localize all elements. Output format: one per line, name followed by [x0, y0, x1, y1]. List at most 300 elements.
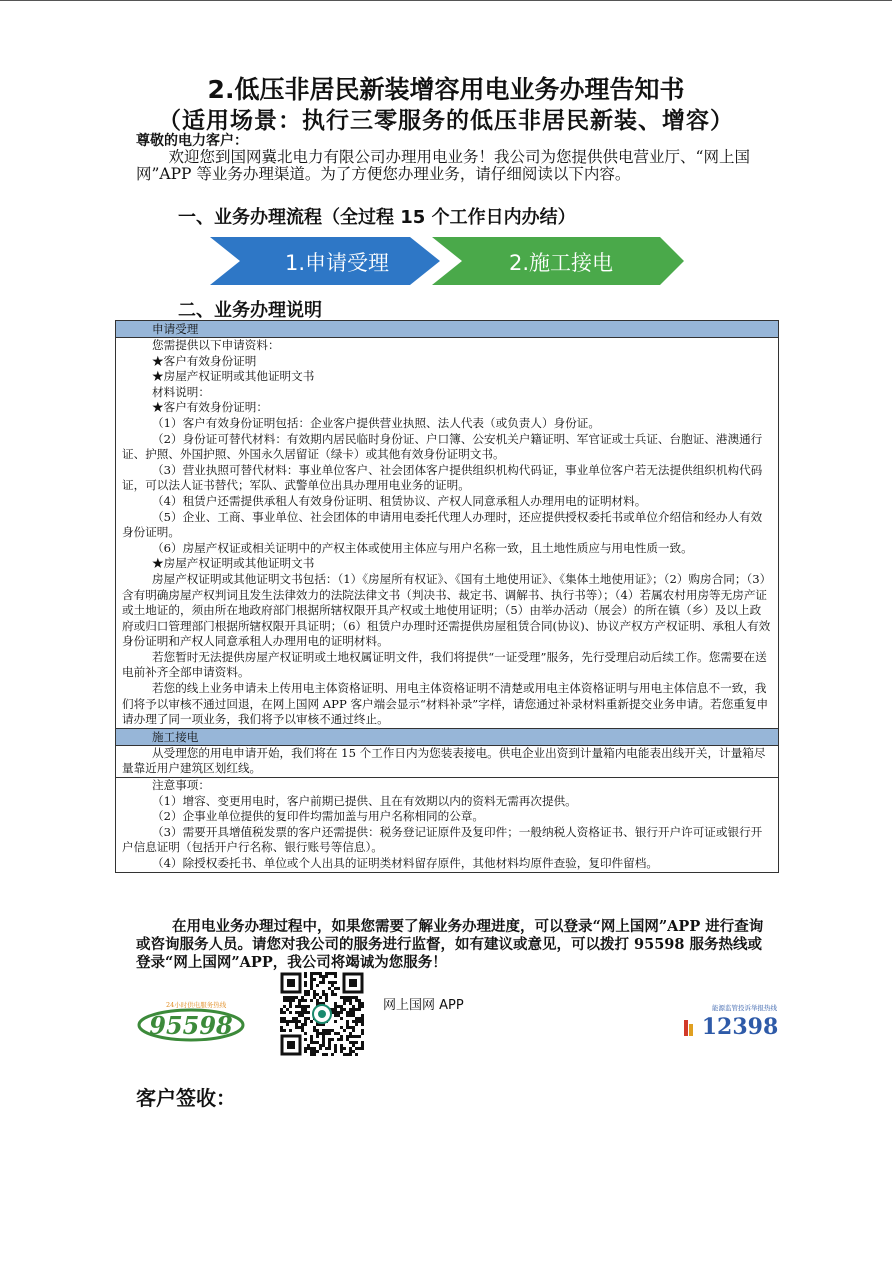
qr-module	[346, 1026, 349, 1029]
qr-module	[295, 1017, 298, 1020]
qr-module	[319, 996, 322, 999]
qr-module	[301, 1014, 304, 1017]
list-item: 房屋产权证明或其他证明文书包括：（1）《房屋所有权证》、《国有土地使用证》、《集体土地使用证》；（2）购房合同；（3）含有明确房屋产权判词且发生法律效力的法院法律文书（判决书、裁定书、调解书、执行书等）；（4）若属农村用房等无房产证或土地证的，须由所在地政府部门根据所辖权限开具产权或土地使用证明；（5）由举办活动（展会）的所在镇（乡）及以上政府或归口管理部门根据所辖权限开具证明；（6）租赁户办理时还需提供房屋租赁合同(协议)、协议产权方产权证明、承租人有效身份证明和产权人同意承租人办理用电的证明材料。	[122, 571, 772, 649]
qr-module	[361, 1005, 364, 1008]
qr-finder-bl-core	[287, 1041, 295, 1049]
qr-module	[334, 1050, 337, 1053]
qr-module	[334, 1032, 337, 1035]
qr-module	[283, 1011, 286, 1014]
qr-module	[343, 996, 346, 999]
qr-module	[310, 1047, 313, 1050]
qr-module	[331, 984, 334, 987]
qr-module	[352, 1005, 355, 1008]
qr-module	[328, 1047, 331, 1050]
qr-module	[292, 1020, 295, 1023]
qr-module	[343, 1047, 346, 1050]
qr-module	[334, 1002, 337, 1005]
qr-module	[316, 1041, 319, 1044]
qr-module	[352, 1044, 355, 1047]
qr-module	[289, 1002, 292, 1005]
qr-module	[349, 1026, 352, 1029]
list-item: （6）房屋产权证或相关证明中的产权主体或使用主体应与用户名称一致，且土地性质应与用电性质一致。	[152, 540, 693, 555]
qr-module	[310, 1041, 313, 1044]
qr-module	[319, 1044, 322, 1047]
qr-module	[304, 984, 307, 987]
qr-module	[346, 1014, 349, 1017]
flow-step-1-label: 1.申请受理	[284, 251, 390, 275]
table-header-installation: 施工接电	[116, 728, 778, 746]
qr-module	[322, 1041, 325, 1044]
qr-module	[280, 1017, 283, 1020]
qr-module	[295, 1020, 298, 1023]
qr-module	[334, 1014, 337, 1017]
process-flow-diagram	[210, 237, 690, 285]
qr-module	[361, 1044, 364, 1047]
qr-module	[358, 1047, 361, 1050]
qr-module	[361, 1023, 364, 1026]
qr-module	[334, 987, 337, 990]
list-item: 若您的线上业务申请未上传用电主体资格证明、用电主体资格证明不清楚或用电主体资格证明与用电主体信息不一致，我们将予以审核不通过回退，在网上国网 APP 客户端会显示“材料补录”字样，请您通过补录材料重新提交业务申请。若您重复申请办理了同一项业务，我们将予以审核不通过终止。	[122, 681, 769, 727]
qr-module	[310, 975, 313, 978]
qr-module	[307, 1017, 310, 1020]
list-item: ★客户有效身份证明：	[152, 400, 268, 415]
qr-module	[319, 981, 322, 984]
qr-module	[358, 999, 361, 1002]
hotline-tagline: 24小时供电服务热线	[166, 1001, 227, 1009]
qr-module	[355, 1035, 358, 1038]
qr-module	[328, 972, 331, 975]
qr-module	[283, 1020, 286, 1023]
qr-module	[301, 996, 304, 999]
qr-module	[346, 996, 349, 999]
list-item: ★客户有效身份证明	[152, 353, 257, 368]
application-content	[116, 338, 778, 728]
list-item: 若您暂时无法提供房屋产权证明或土地权属证明文件，我们将提供“一证受理”服务，先行受理启动后续工作。您需要在送电前补齐全部申请资料。	[122, 649, 767, 680]
qr-module	[343, 1002, 346, 1005]
qr-module	[328, 981, 331, 984]
qr-module	[349, 1032, 352, 1035]
intro-text: 欢迎您到国网冀北电力有限公司办理用电业务！我公司为您提供供电营业厅、“网上国网”APP 等业务办理渠道。为了方便您办理业务，请仔细阅读以下内容。	[136, 148, 750, 183]
qr-module	[322, 1032, 325, 1035]
qr-module	[313, 1029, 316, 1032]
qr-module	[289, 996, 292, 999]
qr-module	[340, 1005, 343, 1008]
qr-module	[313, 1050, 316, 1053]
qr-module	[316, 1050, 319, 1053]
qr-module	[319, 1047, 322, 1050]
qr-module	[352, 1011, 355, 1014]
qr-module	[322, 975, 325, 978]
qr-module	[349, 1002, 352, 1005]
qr-module	[298, 1011, 301, 1014]
qr-module	[361, 1017, 364, 1020]
qr-module	[340, 1047, 343, 1050]
qr-module	[352, 1041, 355, 1044]
qr-module	[280, 1026, 283, 1029]
qr-module	[298, 999, 301, 1002]
qr-module	[295, 1011, 298, 1014]
qr-module	[304, 1032, 307, 1035]
qr-module	[355, 996, 358, 999]
qr-module	[349, 1035, 352, 1038]
qr-module	[301, 1008, 304, 1011]
qr-module	[337, 1005, 340, 1008]
qr-module	[328, 1044, 331, 1047]
qr-module	[334, 993, 337, 996]
qr-module	[322, 1035, 325, 1038]
qr-module	[334, 1005, 337, 1008]
qr-module	[340, 996, 343, 999]
qr-module	[295, 996, 298, 999]
qr-module	[355, 1053, 358, 1056]
qr-module	[316, 1035, 319, 1038]
qr-module	[337, 1014, 340, 1017]
qr-module	[310, 984, 313, 987]
qr-module	[316, 993, 319, 996]
qr-module	[355, 1047, 358, 1050]
qr-module	[361, 1002, 364, 1005]
qr-module	[301, 999, 304, 1002]
list-item: （2）企事业单位提供的复印件均需加盖与用户名称相同的公章。	[152, 809, 485, 824]
qr-module	[304, 1050, 307, 1053]
qr-module	[331, 981, 334, 984]
qr-module	[283, 1017, 286, 1020]
qr-module	[334, 981, 337, 984]
table-header-application: 申请受理	[116, 321, 778, 338]
qr-module	[310, 1020, 313, 1023]
qr-module	[352, 1008, 355, 1011]
hotline-95598-logo	[136, 998, 246, 1044]
qr-module	[325, 999, 328, 1002]
qr-module	[355, 1020, 358, 1023]
supervision-number: 12398	[701, 1014, 779, 1040]
qr-module	[307, 1011, 310, 1014]
qr-module	[316, 1023, 319, 1026]
qr-module	[322, 1044, 325, 1047]
qr-module	[334, 1020, 337, 1023]
qr-module	[349, 999, 352, 1002]
qr-module	[292, 1017, 295, 1020]
qr-module	[310, 1053, 313, 1056]
greeting: 尊敬的电力客户：	[136, 133, 248, 149]
qr-module	[349, 1053, 352, 1056]
qr-module	[298, 1014, 301, 1017]
qr-module	[310, 987, 313, 990]
qr-module	[283, 996, 286, 999]
qr-module	[304, 999, 307, 1002]
qr-module	[337, 1032, 340, 1035]
qr-module	[304, 1005, 307, 1008]
qr-module	[322, 1038, 325, 1041]
qr-module	[331, 1008, 334, 1011]
top-border-line	[0, 0, 892, 1]
qr-module	[322, 1029, 325, 1032]
qr-module	[283, 1029, 286, 1032]
qr-module	[304, 972, 307, 975]
list-item: （3）需要开具增值税发票的客户还需提供：税务登记证原件及复印件；一般纳税人资格证书、银行开户许可证或银行开户信息证明（包括开户行名称、银行账号等信息）。	[122, 824, 763, 855]
qr-module	[331, 1053, 334, 1056]
qr-module	[331, 972, 334, 975]
qr-module	[346, 1011, 349, 1014]
qr-module	[343, 1053, 346, 1056]
qr-module	[325, 975, 328, 978]
qr-module	[331, 1038, 334, 1041]
qr-module	[352, 1035, 355, 1038]
qr-module	[340, 1017, 343, 1020]
qr-module	[295, 1026, 298, 1029]
qr-module	[340, 1035, 343, 1038]
qr-module	[304, 981, 307, 984]
qr-module	[358, 1017, 361, 1020]
qr-module	[304, 1023, 307, 1026]
qr-module	[340, 1038, 343, 1041]
list-item: 材料说明：	[152, 384, 210, 399]
qr-module	[352, 1026, 355, 1029]
qr-module	[328, 987, 331, 990]
qr-module	[358, 1008, 361, 1011]
qr-module	[346, 1038, 349, 1041]
qr-module	[343, 999, 346, 1002]
qr-module	[283, 999, 286, 1002]
qr-module	[349, 996, 352, 999]
qr-module	[292, 996, 295, 999]
qr-module	[343, 1029, 346, 1032]
qr-module	[331, 1029, 334, 1032]
qr-module	[313, 1041, 316, 1044]
qr-module	[331, 990, 334, 993]
qr-module	[358, 1020, 361, 1023]
qr-module	[304, 1047, 307, 1050]
installation-content	[116, 746, 778, 777]
qr-module	[352, 996, 355, 999]
qr-module	[325, 1047, 328, 1050]
qr-module	[313, 1026, 316, 1029]
app-label: 网上国网 APP	[383, 998, 464, 1013]
qr-module	[346, 1020, 349, 1023]
qr-module	[355, 1008, 358, 1011]
qr-module	[355, 1041, 358, 1044]
qr-module	[352, 1029, 355, 1032]
qr-module	[346, 1035, 349, 1038]
qr-module	[301, 1026, 304, 1029]
qr-module	[337, 1038, 340, 1041]
qr-module	[289, 1011, 292, 1014]
qr-module	[346, 999, 349, 1002]
qr-finder-tl-core	[287, 979, 295, 987]
qr-module	[304, 975, 307, 978]
qr-module	[319, 975, 322, 978]
qr-module	[334, 1047, 337, 1050]
section1-heading: 一、业务办理流程（全过程 15 个工作日内办结）	[178, 207, 576, 228]
qr-module	[334, 1044, 337, 1047]
qr-module	[361, 1047, 364, 1050]
qr-module	[361, 1029, 364, 1032]
qr-module	[313, 1047, 316, 1050]
qr-module	[298, 1005, 301, 1008]
qr-module	[334, 975, 337, 978]
qr-module	[310, 1038, 313, 1041]
logo-bar-1	[684, 1020, 688, 1036]
qr-module	[304, 1008, 307, 1011]
qr-module	[337, 987, 340, 990]
qr-module	[280, 1011, 283, 1014]
qr-module	[286, 1023, 289, 1026]
qr-module	[295, 1023, 298, 1026]
qr-module	[340, 1008, 343, 1011]
qr-module	[316, 1029, 319, 1032]
qr-module	[304, 1011, 307, 1014]
closing-paragraph	[136, 918, 776, 972]
qr-center-logo-dot	[318, 1010, 326, 1018]
qr-module	[298, 1002, 301, 1005]
qr-module	[319, 972, 322, 975]
qr-module	[325, 1029, 328, 1032]
qr-module	[358, 1035, 361, 1038]
qr-module	[337, 1011, 340, 1014]
qr-module	[301, 1023, 304, 1026]
qr-module	[340, 1026, 343, 1029]
qr-module	[361, 1020, 364, 1023]
qr-module	[316, 972, 319, 975]
qr-module	[280, 1020, 283, 1023]
qr-module	[331, 993, 334, 996]
qr-module	[352, 1020, 355, 1023]
qr-module	[310, 978, 313, 981]
qr-module	[325, 996, 328, 999]
qr-module	[355, 1023, 358, 1026]
qr-module	[307, 1005, 310, 1008]
qr-module	[325, 1032, 328, 1035]
qr-module	[328, 1032, 331, 1035]
supervision-tagline: 能源监管投诉举报热线	[712, 1004, 777, 1012]
logo-bar-2	[689, 1024, 693, 1036]
qr-module	[349, 1047, 352, 1050]
document-subtitle: （适用场景：执行三零服务的低压非居民新装、增容）	[158, 108, 734, 134]
qr-module	[289, 999, 292, 1002]
qr-module	[298, 1026, 301, 1029]
notes-content	[116, 777, 778, 872]
list-item: （3）营业执照可替代材料：事业单位客户、社会团体客户提供组织机构代码证，事业单位客户若无法提供组织机构代码证，可以法人证书替代；军队、武警单位出具办理用电业务的证明。	[122, 462, 763, 493]
qr-module	[340, 1011, 343, 1014]
qr-module	[316, 984, 319, 987]
qr-module	[325, 972, 328, 975]
qr-module	[322, 993, 325, 996]
qr-module	[280, 1029, 283, 1032]
qr-module	[322, 978, 325, 981]
qr-module	[313, 993, 316, 996]
qr-module	[319, 1032, 322, 1035]
qr-module	[334, 1011, 337, 1014]
qr-module	[322, 990, 325, 993]
supervision-12398-logo	[682, 1002, 780, 1042]
qr-module	[334, 972, 337, 975]
qr-module	[304, 1020, 307, 1023]
qr-module	[289, 1029, 292, 1032]
qr-module	[286, 996, 289, 999]
list-item: ★房屋产权证明或其他证明文书	[152, 556, 315, 571]
qr-module	[307, 993, 310, 996]
qr-module	[286, 999, 289, 1002]
qr-module	[301, 1029, 304, 1032]
qr-module	[310, 972, 313, 975]
qr-module	[355, 999, 358, 1002]
qr-module	[328, 1038, 331, 1041]
qr-module	[340, 1044, 343, 1047]
qr-module	[313, 1053, 316, 1056]
list-item: （1）客户有效身份证明包括：企业客户提供营业执照、法人代表（或负责人）身份证。	[152, 415, 600, 430]
list-item: （4）租赁户还需提供承租人有效身份证明、租赁协议、产权人同意承租人办理用电的证明材料。	[152, 493, 647, 508]
list-item: ★房屋产权证明或其他证明文书	[152, 369, 315, 384]
list-item: 注意事项：	[152, 778, 210, 793]
qr-module	[316, 999, 319, 1002]
qr-module	[355, 1017, 358, 1020]
flow-step-2-label: 2.施工接电	[508, 251, 614, 275]
qr-module	[292, 999, 295, 1002]
qr-module	[349, 1011, 352, 1014]
qr-module	[280, 1008, 283, 1011]
qr-module	[307, 1044, 310, 1047]
qr-module	[343, 1008, 346, 1011]
qr-finder-tr-core	[349, 979, 357, 987]
qr-module	[304, 1038, 307, 1041]
qr-module	[301, 1011, 304, 1014]
qr-module	[340, 1050, 343, 1053]
qr-module	[313, 972, 316, 975]
qr-module	[334, 1008, 337, 1011]
qr-module	[310, 1050, 313, 1053]
qr-module	[349, 1014, 352, 1017]
list-item: （2）身份证可替代材料：有效期内居民临时身份证、户口簿、公安机关户籍证明、军官证或士兵证、台胞证、港澳通行证、护照、外国护照、外国永久居留证（绿卡）或其他有效身份证明文书。	[122, 431, 763, 462]
qr-module	[289, 1020, 292, 1023]
qr-module	[310, 1035, 313, 1038]
qr-module	[349, 1050, 352, 1053]
qr-module	[307, 990, 310, 993]
qr-module	[346, 1053, 349, 1056]
hotline-number: 95598	[149, 1011, 233, 1040]
intro-paragraph	[136, 149, 766, 183]
qr-module	[304, 1017, 307, 1020]
list-item: （1）增容、变更用电时，客户前期已提供、且在有效期以内的资料无需再次提供。	[152, 793, 577, 808]
app-qr-code	[280, 972, 364, 1056]
qr-module	[328, 1041, 331, 1044]
qr-module	[352, 1014, 355, 1017]
qr-module	[310, 981, 313, 984]
qr-module	[313, 978, 316, 981]
qr-module	[349, 1008, 352, 1011]
qr-module	[298, 1020, 301, 1023]
qr-module	[304, 990, 307, 993]
list-item: （4）除授权委托书、单位或个人出具的证明类材料留存原件，其他材料均原件查验，复印件留档。	[152, 856, 658, 870]
qr-module	[316, 1002, 319, 1005]
qr-module	[289, 1005, 292, 1008]
qr-module	[361, 1032, 364, 1035]
qr-module	[310, 999, 313, 1002]
qr-module	[322, 981, 325, 984]
qr-module	[316, 1032, 319, 1035]
qr-module	[286, 1020, 289, 1023]
closing-text: 在用电业务办理过程中，如果您需要了解业务办理进度，可以登录“网上国网”APP 进行查询或咨询服务人员。请您对我公司的服务进行监督，如有建议或意见，可以拨打 95598 服务热线或登录“网上国网”APP，我公司将竭诚为您服务！	[136, 918, 764, 971]
qr-module	[361, 1014, 364, 1017]
section2-heading: 二、业务办理说明	[178, 300, 322, 321]
document-title: 2.低压非居民新装增容用电业务办理告知书	[207, 75, 685, 104]
qr-module	[322, 1053, 325, 1056]
qr-module	[286, 1008, 289, 1011]
qr-module	[283, 1005, 286, 1008]
qr-module	[358, 1005, 361, 1008]
qr-module	[313, 990, 316, 993]
qr-module	[328, 1029, 331, 1032]
qr-module	[349, 1041, 352, 1044]
